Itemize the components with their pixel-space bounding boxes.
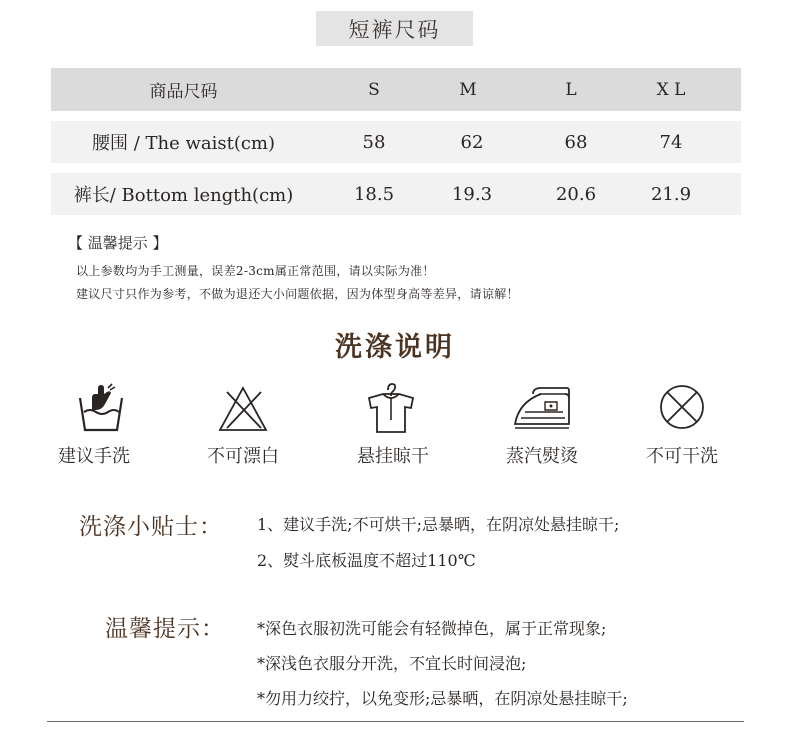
row-label: 裤长/ Bottom length(cm) bbox=[73, 185, 294, 206]
cell-value: 74 bbox=[659, 131, 683, 153]
table-row-waist bbox=[51, 121, 741, 163]
no-bleach-icon bbox=[213, 380, 273, 438]
header-product-size: 商品尺码 bbox=[149, 82, 218, 102]
notice-line: 建议尺寸只作为参考，不做为退还大小问题依据，因为体型身高等差异，请谅解！ bbox=[76, 287, 519, 301]
hang-dry-icon bbox=[361, 380, 421, 438]
icon-label: 悬挂晾干 bbox=[357, 446, 429, 467]
bottom-divider bbox=[47, 721, 744, 722]
icon-label: 建议手洗 bbox=[58, 446, 130, 467]
warm-line: *深浅色衣服分开洗，不宜长时间浸泡; bbox=[257, 654, 527, 673]
steam-iron-icon bbox=[511, 380, 571, 438]
row-label: 腰围 / The waist(cm) bbox=[91, 133, 276, 154]
tips-heading: 洗涤小贴士： bbox=[79, 514, 223, 540]
notice-line: 以上参数均为手工测量，误差2-3cm属正常范围，请以实际为准！ bbox=[76, 264, 435, 278]
wash-title: 洗涤说明 bbox=[335, 332, 455, 363]
tips-line: 1、建议手洗;不可烘干;忌暴晒，在阴凉处悬挂晾干; bbox=[257, 515, 620, 534]
cell-value: 62 bbox=[460, 131, 484, 153]
cell-value: 68 bbox=[564, 131, 588, 153]
cell-value: 20.6 bbox=[555, 183, 597, 205]
cell-value: 21.9 bbox=[650, 183, 692, 205]
notice-heading: 【 温馨提示 】 bbox=[68, 234, 168, 252]
header-size-l: L bbox=[565, 79, 577, 100]
hand-wash-icon bbox=[72, 380, 132, 438]
warm-line: *深色衣服初洗可能会有轻微掉色，属于正常现象; bbox=[257, 619, 607, 638]
icon-label: 蒸汽熨烫 bbox=[506, 446, 578, 467]
icon-label: 不可干洗 bbox=[646, 446, 718, 467]
no-dry-clean-icon bbox=[652, 380, 712, 438]
icon-label: 不可漂白 bbox=[207, 446, 279, 467]
cell-value: 18.5 bbox=[353, 183, 395, 205]
header-size-m: M bbox=[459, 79, 477, 100]
cell-value: 19.3 bbox=[451, 183, 493, 205]
tips-line: 2、熨斗底板温度不超过110℃ bbox=[257, 551, 476, 570]
header-size-xl: X L bbox=[656, 79, 686, 100]
table-row-length bbox=[51, 173, 741, 215]
warm-heading: 温馨提示： bbox=[105, 616, 225, 642]
warm-line: *勿用力绞拧，以免变形;忌暴晒，在阴凉处悬挂晾干; bbox=[257, 689, 628, 708]
size-chart-title: 短裤尺码 bbox=[316, 11, 473, 46]
cell-value: 58 bbox=[362, 131, 386, 153]
size-table-header bbox=[51, 68, 741, 111]
header-size-s: S bbox=[368, 79, 380, 100]
